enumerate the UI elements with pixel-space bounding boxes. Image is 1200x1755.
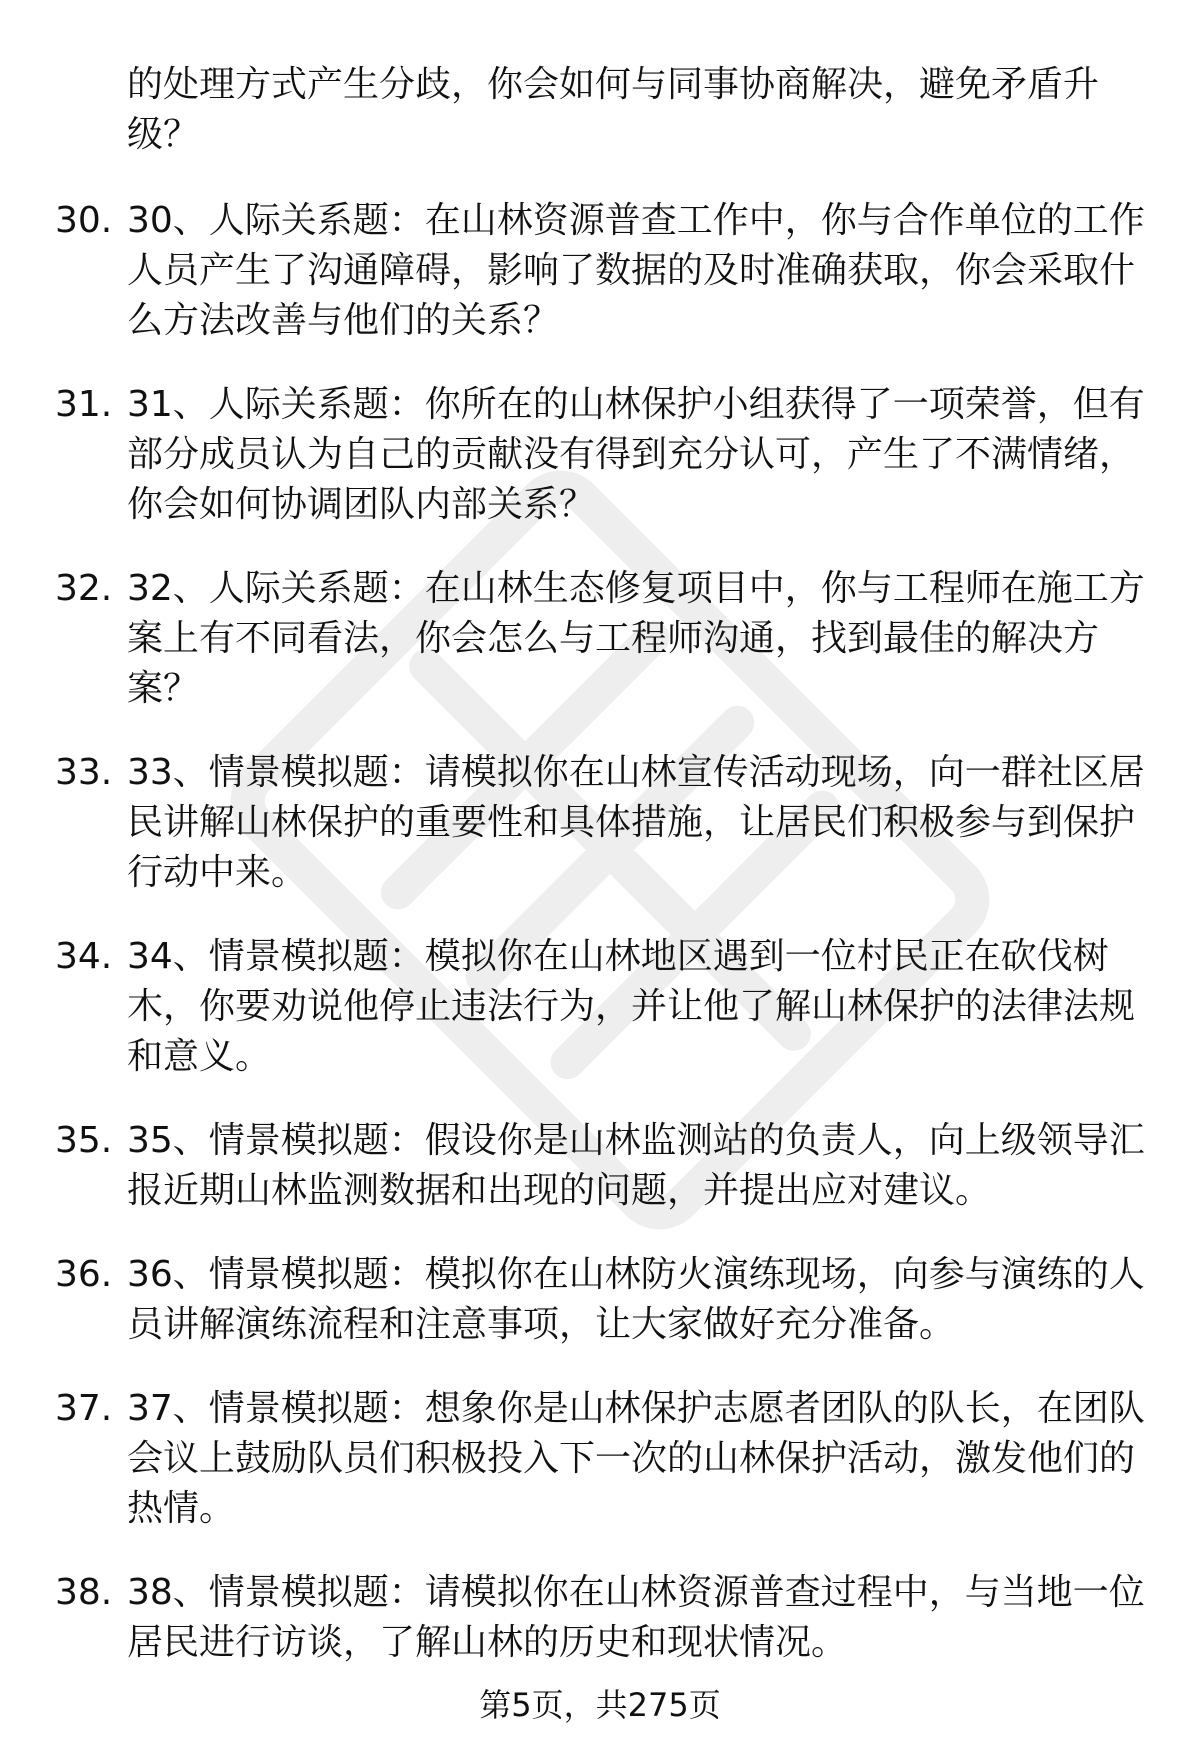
- question-text: 34、情景模拟题：模拟你在山林地区遇到一位村民正在砍伐树木，你要劝说他停止违法行为，并让他了解山林保护的法律法规和意义。: [127, 936, 1136, 1077]
- question-number: 30.: [55, 200, 113, 241]
- question-number: 32.: [55, 568, 113, 609]
- question-text: 33、情景模拟题：请模拟你在山林宣传活动现场，向一群社区居民讲解山林保护的重要性和具体措施，让居民们积极参与到保护行动中来。: [127, 752, 1145, 893]
- question-item: [0, 748, 1147, 898]
- question-number: 35.: [55, 1120, 113, 1161]
- question-number: 31.: [55, 384, 113, 425]
- question-text: 32、人际关系题：在山林生态修复项目中，你与工程师在施工方案上有不同看法，你会怎么与工程师沟通，找到最佳的解决方案？: [127, 568, 1145, 709]
- question-number: 37.: [55, 1388, 113, 1429]
- question-item: [0, 1384, 1147, 1534]
- question-text: 30、人际关系题：在山林资源普查工作中，你与合作单位的工作人员产生了沟通障碍，影响了数据的及时准确获取，你会采取什么方法改善与他们的关系？: [127, 200, 1145, 341]
- question-number: 38.: [55, 1572, 113, 1613]
- question-text: 31、人际关系题：你所在的山林保护小组获得了一项荣誉，但有部分成员认为自己的贡献没有得到充分认可，产生了不满情绪，你会如何协调团队内部关系？: [127, 384, 1145, 525]
- question-text: 37、情景模拟题：想象你是山林保护志愿者团队的队长，在团队会议上鼓励队员们积极投入下一次的山林保护活动，激发他们的热情。: [127, 1388, 1145, 1529]
- question-item: [0, 196, 1147, 346]
- question-item: [0, 380, 1147, 530]
- question-item: [0, 932, 1147, 1082]
- question-text: 38、情景模拟题：请模拟你在山林资源普查过程中，与当地一位居民进行访谈，了解山林的历史和现状情况。: [127, 1572, 1145, 1663]
- page-footer: 第5页，共275页: [479, 1686, 721, 1724]
- question-list: [0, 196, 1200, 1702]
- question-item: [0, 1116, 1147, 1216]
- question-text: 35、情景模拟题：假设你是山林监测站的负责人，向上级领导汇报近期山林监测数据和出现的问题，并提出应对建议。: [127, 1120, 1145, 1211]
- question-text: 36、情景模拟题：模拟你在山林防火演练现场，向参与演练的人员讲解演练流程和注意事项，让大家做好充分准备。: [127, 1254, 1145, 1345]
- question-number: 33.: [55, 752, 113, 793]
- question-number: 36.: [55, 1254, 113, 1295]
- question-item: [0, 1250, 1147, 1350]
- question-29-continuation: 的处理方式产生分歧，你会如何与同事协商解决，避免矛盾升级？: [127, 64, 1100, 155]
- question-item: [0, 564, 1147, 714]
- question-number: 34.: [55, 936, 113, 977]
- question-item: [0, 1568, 1147, 1668]
